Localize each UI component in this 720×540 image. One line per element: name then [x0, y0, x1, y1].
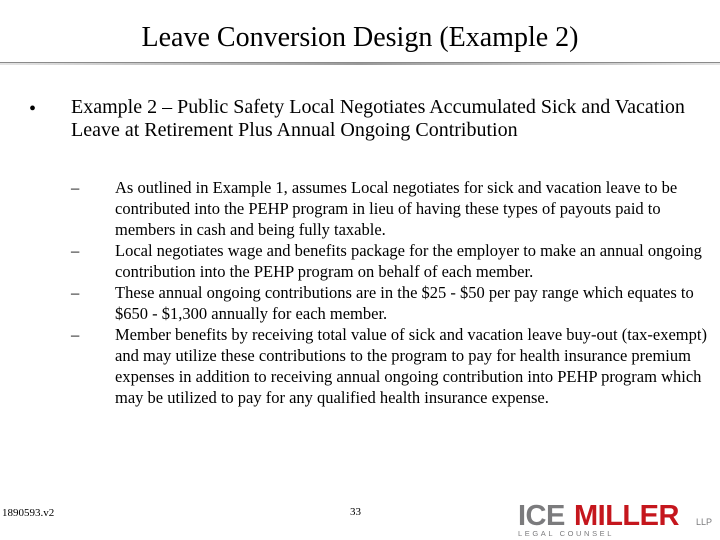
sub-bullet-text: As outlined in Example 1, assumes Local negotiates for sick and vacation leave to be contributed into the PEHP program in lieu of having these types of payouts paid to members in cash and being fully taxable. — [115, 178, 678, 239]
sub-bullet-item — [71, 282, 711, 324]
main-bullet-text: Example 2 – Public Safety Local Negotiates Accumulated Sick and Vacation Leave at Retirement Plus Annual Ongoing Contribution — [71, 96, 685, 141]
ice-miller-logo — [516, 498, 716, 538]
sub-bullet-item — [71, 240, 711, 282]
sub-bullet-item — [71, 177, 711, 240]
sub-bullet-text: Member benefits by receiving total value of sick and vacation leave buy-out (tax-exempt) and may utilize these contributions to the program to pay for health insurance premium expenses in addition to receiving annual ongoing contribution into PEHP program which may be utilized to pay for any qualified health insurance expense. — [115, 325, 707, 407]
logo-llp-text: LLP — [696, 517, 713, 527]
sub-bullet-item — [71, 324, 711, 408]
document-id: 1890593.v2 — [2, 507, 55, 519]
logo-tagline: LEGAL COUNSEL — [518, 529, 615, 538]
title-divider — [0, 62, 720, 65]
bullet-marker: • — [29, 98, 37, 120]
dash-marker: – — [71, 325, 80, 344]
sub-bullet-list — [71, 177, 711, 408]
dash-marker: – — [71, 241, 80, 260]
slide-title: Leave Conversion Design (Example 2) — [141, 22, 579, 53]
dash-marker: – — [71, 178, 80, 197]
sub-bullet-text: These annual ongoing contributions are in the $25 - $50 per pay range which equates to $650 - $1,300 annually for each member. — [115, 283, 694, 323]
page-number: 33 — [350, 506, 361, 518]
dash-marker: – — [71, 283, 80, 302]
sub-bullet-text: Local negotiates wage and benefits package for the employer to make an annual ongoing contribution into the PEHP program on behalf of each member. — [115, 241, 702, 281]
logo-ice-text: ICE — [518, 500, 565, 532]
logo-miller-text: MILLER — [574, 500, 679, 532]
